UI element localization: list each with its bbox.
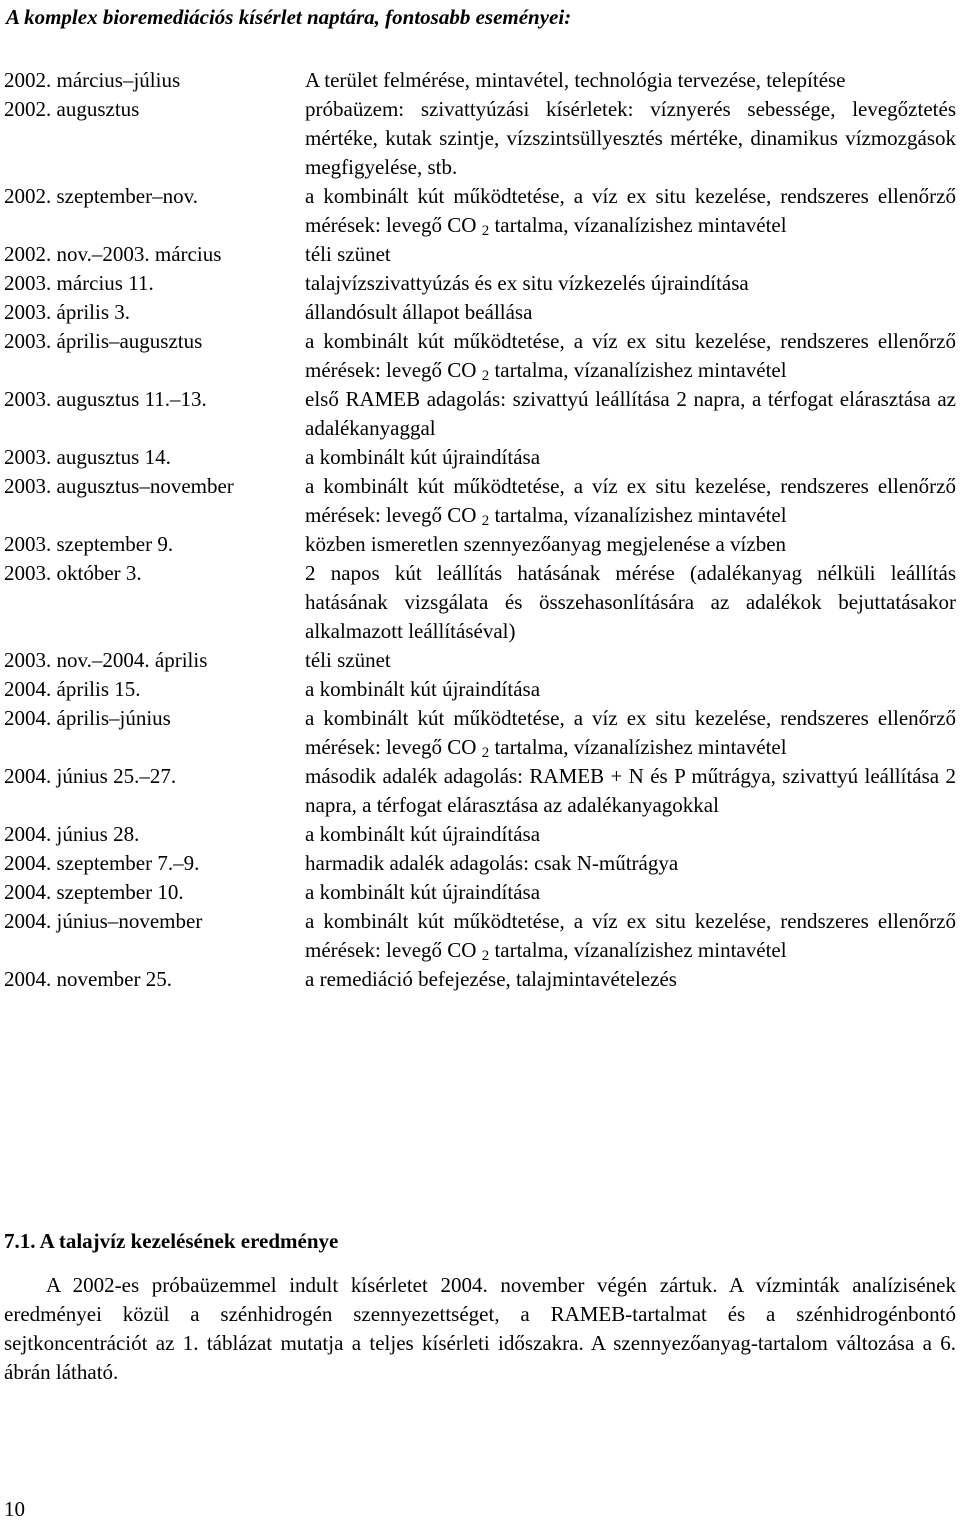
schedule-date: 2003. április 3.: [4, 300, 130, 324]
schedule-date: 2002. szeptember–nov.: [4, 184, 199, 208]
schedule-description: [305, 646, 956, 675]
schedule-description: [305, 269, 956, 298]
schedule-description: [305, 762, 956, 820]
schedule-date: 2003. április–augusztus: [4, 329, 203, 353]
schedule-row: [4, 327, 956, 385]
schedule-description: [305, 472, 956, 530]
schedule-date: 2002. nov.–2003. március: [4, 242, 222, 266]
description-text: A terület felmérése, mintavétel, technológia tervezése, telepítése: [305, 68, 846, 92]
schedule-date: 2004. április–június: [4, 706, 171, 730]
subscript-text: 2: [481, 223, 490, 239]
schedule-description: [305, 965, 956, 994]
page-number: 10: [4, 1497, 25, 1521]
event-schedule: [4, 66, 956, 994]
schedule-row: [4, 907, 956, 965]
schedule-row: [4, 762, 956, 820]
schedule-row: [4, 878, 956, 907]
schedule-row: [4, 95, 956, 182]
schedule-row: [4, 298, 956, 327]
schedule-description: [305, 95, 956, 182]
description-text: a kombinált kút működtetése, a víz ex situ kezelése, rendszeres ellenőrző mérések: levegő CO: [305, 474, 956, 527]
schedule-description: [305, 559, 956, 646]
subscript-text: 2: [481, 368, 490, 384]
schedule-row: [4, 472, 956, 530]
schedule-date: 2003. szeptember 9.: [4, 532, 174, 556]
schedule-description: [305, 443, 956, 472]
schedule-description: [305, 704, 956, 762]
description-text: 2 napos kút leállítás hatásának mérése (adalékanyag nélküli leállítás hatásának vizsgálata és összehasonlítására az adalékok bejuttatásakor alkalmazott leállításéval): [305, 561, 956, 643]
schedule-row: [4, 269, 956, 298]
schedule-row: [4, 66, 956, 95]
schedule-row: [4, 385, 956, 443]
description-text: állandósult állapot beállása: [305, 300, 533, 324]
description-text: első RAMEB adagolás: szivattyú leállítása 2 napra, a térfogat elárasztása az adalékanyaggal: [305, 387, 956, 440]
schedule-date: 2003. október 3.: [4, 561, 142, 585]
schedule-description: [305, 530, 956, 559]
description-text-continued: tartalma, vízanalízishez mintavétel: [489, 503, 787, 527]
schedule-row: [4, 675, 956, 704]
description-text: téli szünet: [305, 242, 391, 266]
description-text: talajvízszivattyúzás és ex situ vízkezelés újraindítása: [305, 271, 749, 295]
subscript-text: 2: [481, 513, 490, 529]
schedule-date: 2004. november 25.: [4, 967, 172, 991]
description-text: a remediáció befejezése, talajmintavételezés: [305, 967, 677, 991]
schedule-description: [305, 878, 956, 907]
schedule-row: [4, 182, 956, 240]
schedule-description: [305, 849, 956, 878]
schedule-description: [305, 675, 956, 704]
description-text: második adalék adagolás: RAMEB + N és P műtrágya, szivattyú leállítása 2 napra, a térfogat elárasztása az adalékanyagokkal: [305, 764, 956, 817]
description-text: próbaüzem: szivattyúzási kísérletek: víznyerés sebessége, levegőztetés mértéke, kutak szintje, vízszintsüllyesztés mértéke, dinamikus vízmozgások megfigyelése, stb.: [305, 97, 956, 179]
schedule-date: 2003. augusztus–november: [4, 474, 234, 498]
schedule-row: [4, 849, 956, 878]
schedule-date: 2003. március 11.: [4, 271, 154, 295]
description-text: harmadik adalék adagolás: csak N-műtrágya: [305, 851, 679, 875]
schedule-description: [305, 327, 956, 385]
description-text-continued: tartalma, vízanalízishez mintavétel: [489, 358, 787, 382]
description-text: a kombinált kút újraindítása: [305, 677, 541, 701]
schedule-description: [305, 66, 956, 95]
schedule-row: [4, 820, 956, 849]
schedule-description: [305, 182, 956, 240]
schedule-date: 2004. április 15.: [4, 677, 141, 701]
description-text: a kombinált kút működtetése, a víz ex situ kezelése, rendszeres ellenőrző mérések: levegő CO: [305, 184, 956, 237]
schedule-date: 2003. augusztus 14.: [4, 445, 171, 469]
schedule-row: [4, 530, 956, 559]
schedule-description: [305, 385, 956, 443]
section-title: 7.1. A talajvíz kezelésének eredménye: [4, 1229, 339, 1253]
schedule-row: [4, 240, 956, 269]
description-text: a kombinált kút működtetése, a víz ex situ kezelése, rendszeres ellenőrző mérések: levegő CO: [305, 329, 956, 382]
schedule-row: [4, 559, 956, 646]
description-text: a kombinált kút újraindítása: [305, 880, 541, 904]
schedule-row: [4, 965, 956, 994]
schedule-date: 2003. nov.–2004. április: [4, 648, 208, 672]
schedule-date: 2003. augusztus 11.–13.: [4, 387, 207, 411]
schedule-date: 2002. március–július: [4, 68, 181, 92]
page-heading: A komplex bioremediációs kísérlet naptára, fontosabb eseményei:: [6, 5, 572, 29]
subscript-text: 2: [481, 745, 490, 761]
schedule-description: [305, 907, 956, 965]
schedule-row: [4, 443, 956, 472]
schedule-description: [305, 240, 956, 269]
description-text-continued: tartalma, vízanalízishez mintavétel: [489, 735, 787, 759]
schedule-date: 2002. augusztus: [4, 97, 140, 121]
schedule-date: 2004. június 25.–27.: [4, 764, 177, 788]
body-paragraph: A 2002-es próbaüzemmel indult kísérletet 2004. november végén zártuk. A vízminták analízisének eredményei közül a szénhidrogén szennyezettséget, a RAMEB-tartalmat és a szénhidrogénbontó sejtkoncentrációt az 1. táblázat mutatja a teljes kísérleti időszakra. A szennyezőanyag-tartalom változása a 6. ábrán látható.: [4, 1273, 956, 1384]
description-text-continued: tartalma, vízanalízishez mintavétel: [489, 213, 787, 237]
description-text: a kombinált kút újraindítása: [305, 445, 541, 469]
schedule-row: [4, 704, 956, 762]
description-text: közben ismeretlen szennyezőanyag megjelenése a vízben: [305, 532, 787, 556]
schedule-date: 2004. szeptember 7.–9.: [4, 851, 200, 875]
schedule-description: [305, 820, 956, 849]
schedule-row: [4, 646, 956, 675]
schedule-date: 2004. június 28.: [4, 822, 140, 846]
description-text: a kombinált kút működtetése, a víz ex situ kezelése, rendszeres ellenőrző mérések: levegő CO: [305, 706, 956, 759]
description-text: a kombinált kút működtetése, a víz ex situ kezelése, rendszeres ellenőrző mérések: levegő CO: [305, 909, 956, 962]
description-text: téli szünet: [305, 648, 391, 672]
schedule-date: 2004. június–november: [4, 909, 203, 933]
schedule-date: 2004. szeptember 10.: [4, 880, 184, 904]
subscript-text: 2: [481, 948, 490, 964]
description-text-continued: tartalma, vízanalízishez mintavétel: [489, 938, 787, 962]
schedule-description: [305, 298, 956, 327]
description-text: a kombinált kút újraindítása: [305, 822, 541, 846]
